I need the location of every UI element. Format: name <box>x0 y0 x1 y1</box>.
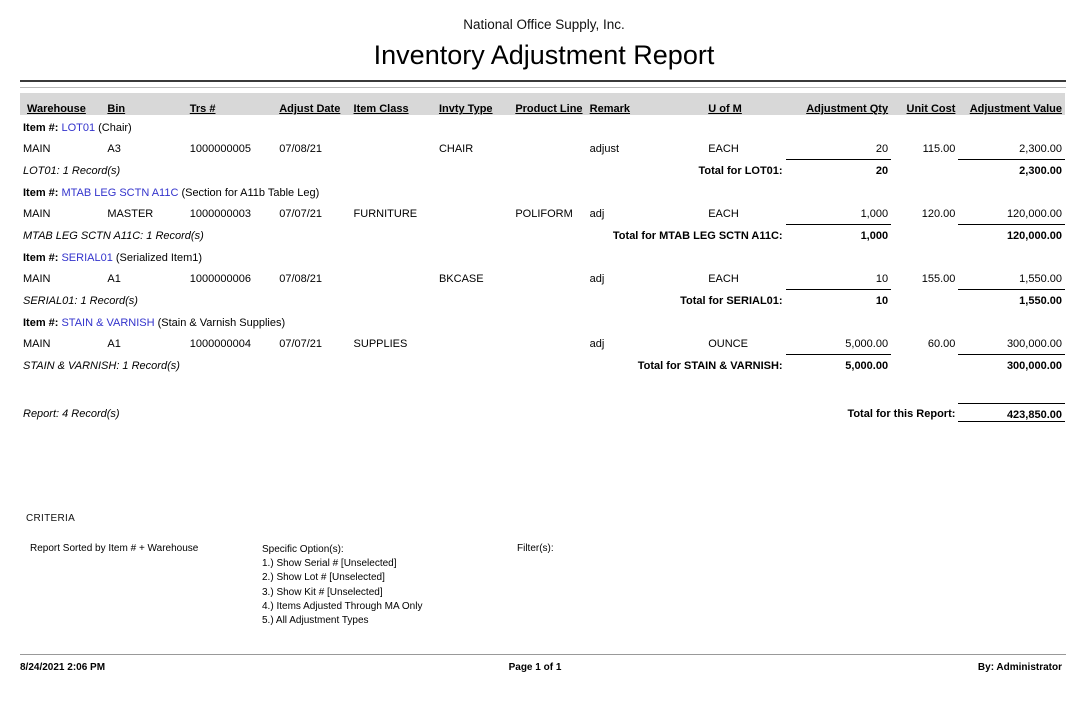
group-total-unit-cost-empty <box>891 354 958 375</box>
criteria-filters-label: Filter(s): <box>517 543 554 554</box>
item-number-link[interactable]: STAIN & VARNISH <box>61 317 155 329</box>
cell-uom: EACH <box>708 273 739 285</box>
group-record-note: MTAB LEG SCTN A11C: 1 Record(s) <box>23 230 204 242</box>
cell-item-class: FURNITURE <box>353 208 418 220</box>
cell-product-line <box>512 332 586 354</box>
cell-unit-cost: 155.00 <box>921 273 956 285</box>
col-header-trs: Trs # <box>187 93 276 115</box>
col-header-invty-type: Invty Type <box>436 93 512 115</box>
group-total-qty: 1,000 <box>786 224 892 245</box>
cell-qty: 1,000 <box>860 207 889 220</box>
criteria-options-label: Specific Option(s): <box>262 544 344 555</box>
cell-item-class <box>351 267 436 289</box>
cell-qty: 20 <box>875 142 889 155</box>
cell-trs: 1000000005 <box>189 143 251 155</box>
item-group-header <box>20 245 1065 267</box>
cell-remark: adj <box>589 208 605 220</box>
col-header-adjust-date: Adjust Date <box>276 93 350 115</box>
cell-warehouse: MAIN <box>23 338 51 350</box>
group-record-note: STAIN & VARNISH: 1 Record(s) <box>23 360 180 372</box>
cell-remark: adj <box>589 338 605 350</box>
col-header-warehouse: Warehouse <box>20 93 104 115</box>
cell-product-line: POLIFORM <box>515 208 573 220</box>
cell-value: 1,550.00 <box>1019 272 1062 285</box>
item-number-link[interactable]: SERIAL01 <box>61 252 113 264</box>
cell-remark: adj <box>589 273 605 285</box>
group-total-unit-cost-empty <box>891 159 958 180</box>
item-number-label: Item #: <box>23 122 59 134</box>
group-total-label: Total for LOT01: <box>698 165 783 177</box>
cell-adjust-date: 07/07/21 <box>279 208 323 220</box>
company-name: National Office Supply, Inc. <box>463 17 625 32</box>
item-number-label: Item #: <box>23 187 59 199</box>
col-header-adjustment-qty: Adjustment Qty <box>786 93 892 115</box>
item-number-link[interactable]: MTAB LEG SCTN A11C <box>61 187 179 199</box>
group-total-label: Total for SERIAL01: <box>680 295 783 307</box>
report-total-label: Total for this Report: <box>847 408 956 420</box>
cell-adjust-date: 07/08/21 <box>279 143 323 155</box>
col-header-remark: Remark <box>587 93 706 115</box>
cell-adjust-date: 07/07/21 <box>279 338 323 350</box>
item-number-label: Item #: <box>23 317 59 329</box>
cell-remark: adjust <box>589 143 620 155</box>
group-total-value: 120,000.00 <box>958 224 1065 245</box>
cell-qty: 5,000.00 <box>845 337 889 350</box>
group-record-note: LOT01: 1 Record(s) <box>23 165 121 177</box>
group-total-value: 300,000.00 <box>958 354 1065 375</box>
cell-trs: 1000000006 <box>189 273 251 285</box>
cell-trs: 1000000004 <box>189 338 251 350</box>
group-total-qty: 20 <box>786 159 892 180</box>
item-number-link[interactable]: LOT01 <box>61 122 96 134</box>
cell-bin: A1 <box>107 273 121 285</box>
cell-unit-cost: 115.00 <box>922 143 956 155</box>
cell-bin: MASTER <box>107 208 154 220</box>
group-total-row <box>20 159 1065 180</box>
group-total-row <box>20 354 1065 375</box>
group-total-label: Total for MTAB LEG SCTN A11C: <box>612 230 783 242</box>
col-header-uom: U of M <box>705 93 785 115</box>
criteria-option: 4.) Items Adjusted Through MA Only <box>262 600 423 612</box>
criteria-option: 5.) All Adjustment Types <box>262 615 369 627</box>
title-rule-light <box>20 87 1066 88</box>
footer-page-number: Page 1 of 1 <box>508 662 562 673</box>
cell-item-class: SUPPLIES <box>353 338 408 350</box>
cell-warehouse: MAIN <box>23 273 51 285</box>
cell-bin: A1 <box>107 338 121 350</box>
item-group-header <box>20 310 1065 332</box>
cell-item-class <box>351 137 436 159</box>
report-total-row <box>20 403 1065 421</box>
cell-product-line <box>512 137 586 159</box>
item-description: (Stain & Varnish Supplies) <box>157 317 286 329</box>
title-rule-dark <box>20 80 1066 82</box>
col-header-item-class: Item Class <box>351 93 436 115</box>
report-title: Inventory Adjustment Report <box>373 40 715 70</box>
adjustment-table <box>20 93 1065 422</box>
adjustment-row <box>20 332 1065 354</box>
item-description: (Serialized Item1) <box>115 252 203 264</box>
cell-value: 300,000.00 <box>1006 337 1062 350</box>
table-header-row <box>20 93 1065 115</box>
item-number-label: Item #: <box>23 252 59 264</box>
report-record-note: Report: 4 Record(s) <box>23 408 120 420</box>
item-group-header <box>20 180 1065 202</box>
col-header-product-line: Product Line <box>512 93 586 115</box>
item-description: (Chair) <box>98 122 132 134</box>
adjustment-row <box>20 202 1065 224</box>
group-total-unit-cost-empty <box>891 224 958 245</box>
report-total-value: 423,850.00 <box>958 403 1065 421</box>
cell-qty: 10 <box>875 272 889 285</box>
group-total-value: 2,300.00 <box>958 159 1065 180</box>
cell-warehouse: MAIN <box>23 208 51 220</box>
cell-invty-type: BKCASE <box>438 273 484 285</box>
group-record-note: SERIAL01: 1 Record(s) <box>23 295 138 307</box>
cell-adjust-date: 07/08/21 <box>279 273 323 285</box>
group-total-unit-cost-empty <box>891 289 958 310</box>
item-group-header <box>20 115 1065 137</box>
adjustment-row <box>20 137 1065 159</box>
cell-uom: OUNCE <box>708 338 748 350</box>
col-header-bin: Bin <box>104 93 186 115</box>
group-total-label: Total for STAIN & VARNISH: <box>637 360 783 372</box>
cell-bin: A3 <box>107 143 121 155</box>
group-total-row <box>20 224 1065 245</box>
group-total-row <box>20 289 1065 310</box>
criteria-option: 1.) Show Serial # [Unselected] <box>262 558 397 570</box>
cell-product-line <box>512 267 586 289</box>
cell-invty-type: CHAIR <box>438 143 474 155</box>
item-description: (Section for A11b Table Leg) <box>181 187 320 199</box>
cell-value: 120,000.00 <box>1006 207 1062 220</box>
cell-unit-cost: 120.00 <box>921 208 956 220</box>
adjustment-row <box>20 267 1065 289</box>
col-header-adjustment-value: Adjustment Value <box>958 93 1065 115</box>
criteria-sorted-by: Report Sorted by Item # + Warehouse <box>30 543 199 554</box>
cell-trs: 1000000003 <box>189 208 251 220</box>
cell-invty-type <box>436 332 512 354</box>
cell-uom: EACH <box>708 143 739 155</box>
footer-datetime: 8/24/2021 2:06 PM <box>20 662 106 673</box>
criteria-option: 3.) Show Kit # [Unselected] <box>262 586 383 598</box>
cell-invty-type <box>436 202 512 224</box>
criteria-option: 2.) Show Lot # [Unselected] <box>262 572 385 584</box>
cell-warehouse: MAIN <box>23 143 51 155</box>
cell-unit-cost: 60.00 <box>927 338 956 350</box>
cell-uom: EACH <box>708 208 739 220</box>
group-total-qty: 5,000.00 <box>786 354 892 375</box>
cell-value: 2,300.00 <box>1019 142 1062 155</box>
group-total-qty: 10 <box>786 289 892 310</box>
spacer-row <box>20 375 1065 403</box>
criteria-options <box>262 543 422 628</box>
group-total-value: 1,550.00 <box>958 289 1065 310</box>
footer-rule <box>20 654 1066 655</box>
criteria-heading: CRITERIA <box>26 513 76 524</box>
footer-user: By: Administrator <box>977 662 1062 673</box>
col-header-unit-cost: Unit Cost <box>891 93 958 115</box>
